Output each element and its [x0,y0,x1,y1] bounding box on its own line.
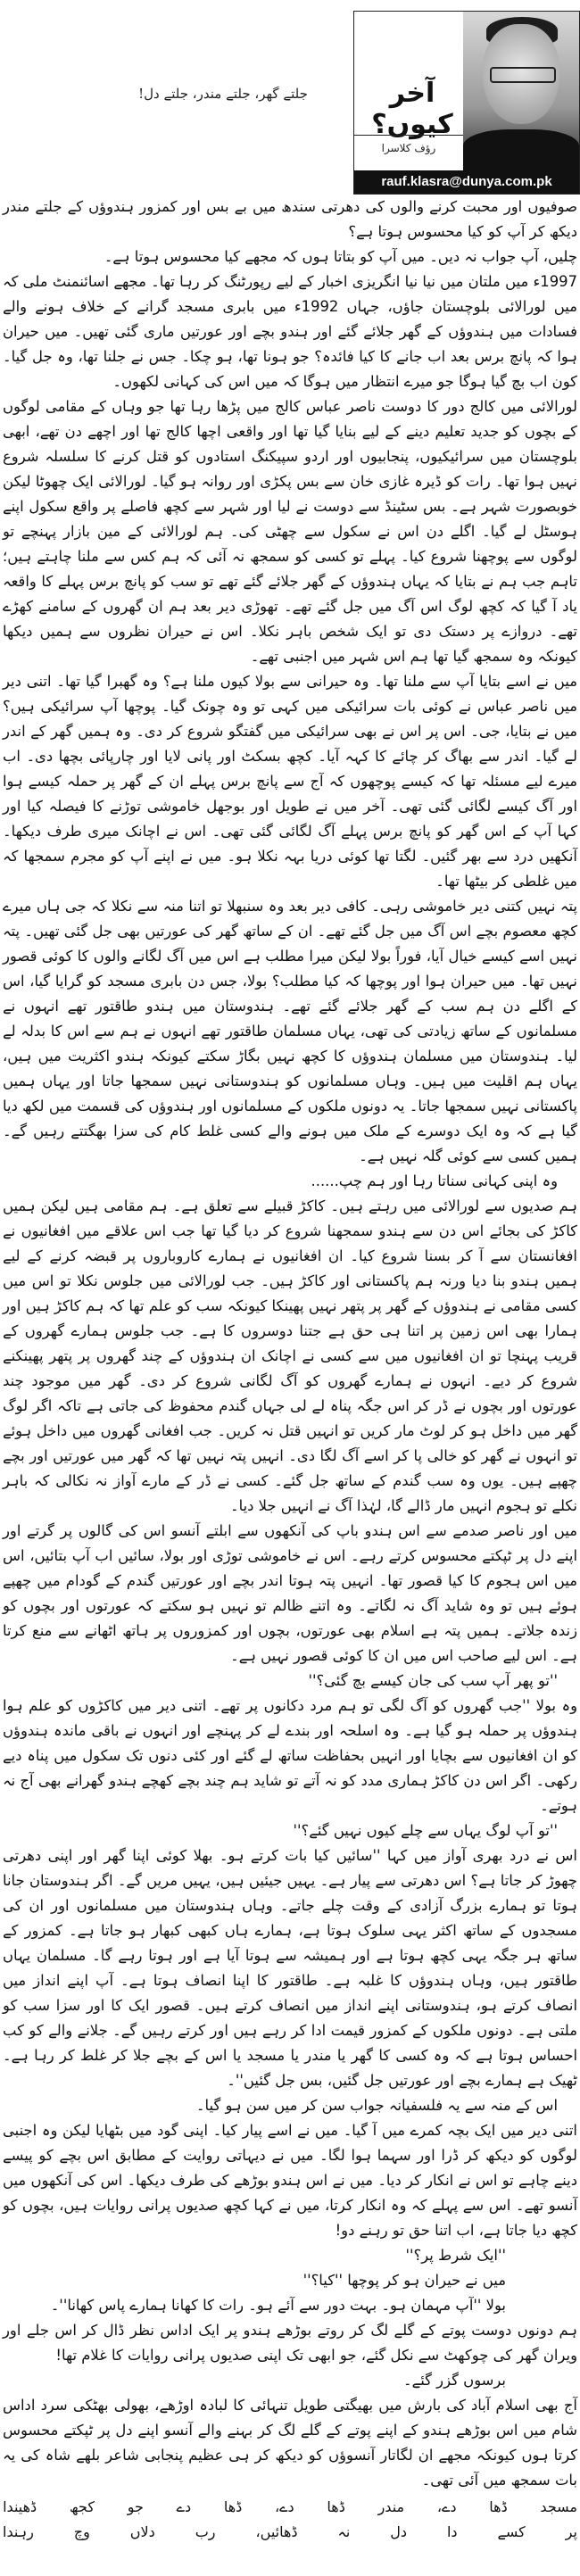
paragraph: ہم دونوں دوست پوتے کے گلے لگ کر روتے بوڑھے ہندو پر ایک اداس نظر ڈال کر اس جلے اور ویران گھر کی چوکھٹ سے نکل گئے، جو ابھی تک اپنی صدیوں پرانی روایات کا غلام تھا! [3,2322,577,2364]
paragraph: برسوں گزر گئے۔ [403,2372,506,2389]
poem-word: ڈھیندا [3,2498,37,2515]
poem-word: دے، [436,2498,457,2515]
author-name: رؤف کلاسرا [381,142,436,154]
dialogue-line: ''ایک شرط پر؟'' [405,2247,506,2264]
poem-word: جو [127,2498,144,2515]
column-header [0,0,580,195]
poem-word: دلاں [129,2523,155,2540]
dialogue-line: میں نے حیران ہو کر پوچھا ''کیا؟'' [302,2272,506,2289]
article-title: جلتے گھر، جلتے مندر، جلتے دل! [138,86,308,102]
poem-word: ڈھائیں، [255,2523,298,2540]
poem-word: کسے [497,2523,526,2540]
author-email: rauf.klasra@dunya.com.pk [354,170,579,194]
poem-word: دے، [275,2498,294,2515]
dialogue-line: ''تو پھر آپ سب کی جان کیسے بچ گئی؟'' [308,1672,558,1689]
article-body [0,195,580,2493]
poem-line [3,2495,577,2520]
poem [0,2493,580,2545]
poem-word: مندر [377,2498,405,2515]
paragraph: وہ بولا ''جب گھروں کو آگ لگی تو ہم مرد دکانوں پر تھے۔ اتنی دیر میں کاکڑوں کو علم ہوا ہندوؤں پر حملہ ہو گیا ہے۔ وہ اسلحہ اور بندے لے کر پہنچے اور انہوں نے باقی ماندہ ہندوؤں کو ان افغانیوں سے بچایا اور انہیں بحفاظت ساتھ لے گئے اور کئی دنوں تک سکول میں پناہ دیے رکھی۔ اگر اس دن کاکڑ ہماری مدد کو نہ آتے تو شاید ہم چند بچے کھچے ہندو گھرانے بھی آج نہ ہوتے۔ [3,1697,577,1814]
paragraph: پتہ نہیں کتنی دیر خاموشی رہی۔ کافی دیر بعد وہ سنبھلا تو اتنا منہ سے نکلا کہ جی ہاں میرے کچھ معصوم بچے اس آگ میں جل گئے تھے۔ ان کے ساتھ گھر کی عورتیں بھی جل گئی تھیں۔ پتہ نہیں اسے کیسے خیال آیا، فوراً بولا لیکن میرا مطلب ہے اس میں آگ لگانے والوں کا کوئی قصور نہیں تھا۔ میں حیران ہوا اور پوچھا کہ کیا مطلب؟ بولا، جس دن بابری مسجد کو گرایا گیا، اس کے اگلے دن ہم سب کے گھر جلائے گئے تھے۔ ہندوستان میں ہندو طاقتور تھے انہوں نے مسلمانوں کے ساتھ زیادتی کی تھی، یہاں مسلمان طاقتور تھے انہوں نے ہم سے اس کا بدلہ لے لیا۔ ہندوستان میں مسلمان ہندوؤں کا کچھ نہیں بگاڑ سکتے کیونکہ ہندو اکثریت میں ہیں، یہاں ہم اقلیت میں ہیں۔ وہاں مسلمانوں کو ہندوستانی نہیں سمجھا جاتا اور یہاں ہمیں پاکستانی نہیں سمجھا جاتا۔ یہ دونوں ملکوں کے مسلمانوں اور ہندوؤں کی قسمت میں لکھ دیا گیا ہے کہ وہ ایک دوسرے کے ملک میں ہونے والے کسی غلط کام کی سزا بھگتتے رہیں گے۔ ہمیں کسی سے کوئی گلہ نہیں ہے۔ [3,898,577,1164]
paragraph: وہ اپنی کہانی سناتا رہا اور ہم چپ...... [311,1172,558,1189]
paragraph: آج بھی اسلام آباد کی بارش میں بھیگتی طویل تنہائی کا لبادہ اوڑھے، بھولی بھٹکی سرد اداس شام میں اس بوڑھے ہندو کے اپنے پوتے کے گلے لگ کر بہنے والے آنسو اپنے دل پر ٹپکتے محسوس کرتا ہوں کیونکہ مجھے ان لگاتار آنسوؤں کو دیکھ کر ہی عظیم پنجابی شاعر بلھے شاہ کی یہ بات سمجھ میں آئی تھی۔ [3,2397,577,2489]
poem-word: ڈھا [327,2498,345,2515]
poem-word: دل [390,2523,408,2540]
paragraph: میں نے اسے بتایا آپ سے ملنا تھا۔ وہ حیرانی سے بولا کیوں ملنا ہے؟ وہ گھبرا گیا تھا۔ اتنی دیر میں ناصر عباس نے کوئی بات سرائیکی میں کہی تو وہ چونک گیا۔ پوچھا آپ سرائیکی ہیں؟ میں نے بتایا، جی۔ اس پر اس نے بھی سرائیکی میں گفتگو شروع کر دی۔ وہ ہمیں گھر کے اندر لے گیا۔ اندر سے بھاگ کر چائے کا کہہ آیا۔ کچھ بسکٹ اور پانی لایا اور چارپائی بچھا دی۔ اب میرے لیے مسئلہ تھا کہ کیسے پوچھوں کہ آج سے پانچ برس پہلے ان کے گھر پر حملہ کیسے ہوا اور آگ کیسے لگائی گئی تھی۔ آخر میں نے طویل اور بوجھل خاموشی توڑنے کا فیصلہ کیا اور کہا آپ کے اس گھر کو پانچ برس پہلے آگ لگائی گئی تھی۔ اس نے اچانک میری طرف دیکھا۔ آنکھیں درد سے بھر گئیں۔ لگتا تھا کوئی دریا بہہ نکلا ہو۔ میں نے اپنے آپ کو مجرم سمجھا کہ میں غلطی کر بیٹھا تھا۔ [3,673,577,890]
poem-word: ڈھا [223,2498,243,2515]
poem-word: وچ [73,2523,90,2540]
columnist-logo [353,11,580,195]
paragraph: اس نے درد بھری آواز میں کہا ''سائیں کیا بات کرتے ہو۔ بھلا کوئی اپنا گھر اور اپنی دھرتی چھوڑ کر جاتا ہے؟ اس دھرتی سے پیار ہے۔ یہیں جیئیں ہیں، یہیں مریں گے۔ اگر ہندوستان جانا ہوتا تو ہمارے بزرگ آزادی کے وقت چلے جاتے۔ وہاں ہندوستان میں مسلمانوں اور ان کی مسجدوں کے ساتھ اکثر یہی سلوک ہوتا ہے، ہمارے ہاں کبھی کبھار ہو جاتا ہے۔ کمزور کے ساتھ ہر جگہ یہی کچھ ہوتا ہے اور ہمیشہ سے ہوتا آیا ہے اور ہوتا رہے گا۔ مسلمان یہاں طاقتور ہیں، وہاں ہندوؤں کا غلبہ ہے۔ طاقتور کا اپنا انصاف ہوتا ہے۔ آپ اپنے انداز میں انصاف کرتے ہو، ہندوستانی اپنے انداز میں انصاف کرتے ہیں۔ قصور ایک کا اور سزا سب کو ملتی ہے۔ دونوں ملکوں کے کمزور قیمت ادا کر رہے ہیں اور کرتے رہیں گے۔ جلانے والے کو کب احساس ہوتا ہے کہ وہ کسی کا گھر یا مندر یا مسجد یا اس کے بچے جلا کر غلط کر رہا ہے۔ ٹھیک ہے ہمارے بچے اور عورتیں جل گئیں، بس جل گئیں''۔ [3,1847,577,2089]
paragraph: ہم صدیوں سے لورالائی میں رہتے ہیں۔ کاکڑ قبیلے سے تعلق ہے۔ ہم مقامی ہیں لیکن ہمیں کاکڑ کی بجائے اس دن سے ہندو سمجھنا شروع کر دیا گیا تھا جب اس علاقے میں افغانیوں نے افغانستان سے آ کر بسنا شروع کیا۔ ان افغانیوں نے ہمارے کاروباروں پر قبضہ کرنے کے لیے ہمیں ہندو بنا دیا ورنہ ہم پاکستانی اور کاکڑ ہیں۔ جب لورالائی میں جلوس نکلا تو اس میں کسی مقامی نے ہندوؤں کے گھر پر پتھر نہیں پھینکا کیونکہ سب کو علم تھا کہ ہم کاکڑ ہیں اور ہمارا بھی اس زمین پر اتنا ہی حق ہے جتنا دوسروں کا ہے۔ جب جلوس ہمارے گھروں کے قریب پہنچا تو ان افغانیوں میں سے کسی نے اچانک ان ہندوؤں کے چند گھروں پر پتھر پھینکنے شروع کر دیے۔ انہوں نے ہمارے گھروں کو آگ لگانی شروع کر دی۔ گھر میں موجود چند عورتوں اور بچوں نے ڈر کر اس جگہ پناہ لے لی جہاں گندم محفوظ کی جاتی ہے تاکہ اگر لوگ گھر میں داخل ہو کر لوٹ مار کریں تو انہیں قتل نہ کریں۔ جب افغانی گھروں میں داخل ہوئے تو انہوں نے گھر کو خالی پا کر اسے آگ لگا دی۔ انہیں پتہ نہیں تھا کہ گھر میں عورتیں اور بچے چھپے ہیں۔ یوں وہ سب گندم کے ساتھ جل گئے۔ کسی نے ڈر کے مارے آواز نہ نکالی کہ باہر نکلے تو ہجوم انہیں مار ڈالے گا، لہٰذا آگ نے انہیں جلا دیا۔ [3,1197,577,1514]
column-name: آخر کیوں؟ [371,78,453,140]
poem-word: دا [446,2523,458,2540]
poem-word: رب [195,2523,216,2540]
paragraph: اس کے منہ سے یہ فلسفیانہ جواب سن کر میں سن ہو گیا۔ [195,2097,558,2114]
poem-word: کجھ [69,2498,95,2515]
poem-word: پر [565,2523,577,2540]
divider [354,135,463,136]
author-photo [463,12,579,170]
paragraph: لورالائی میں کالج دور کا دوست ناصر عباس کالج میں پڑھا رہا تھا جو وہاں کے مقامی لوگوں کے بچوں کو جدید تعلیم دینے کے لیے بنایا گیا تھا اور واقعی اچھا کالج تھا اور اچھے دن تھے، ابھی بلوچستان میں سرائیکیوں، پنجابیوں اور اردو سپیکنگ استادوں کو قتل کرنے کا سلسلہ شروع نہیں ہوا تھا۔ رات کو ڈیرہ غازی خان سے بس پکڑی اور روانہ ہو گیا۔ لورالائی ایک چھوٹا لیکن خوبصورت شہر ہے۔ بس سٹینڈ سے دوست نے لیا اور شہر سے کچھ فاصلے پر واقع سکول اپنے ہوسٹل لے گیا۔ اگلے دن اس نے سکول سے چھٹی کی۔ ہم لورالائی کے مین بازار پہنچے تو لوگوں سے پوچھنا شروع کیا۔ پہلے تو کسی کو سمجھ نہ آئی کہ ہم کس سے ملنا چاہتے ہیں؛ تاہم جب ہم نے بتایا کہ یہاں ہندوؤں کے گھر جلائے گئے تھے تو سب کو پانچ برس پہلے کا واقعہ یاد آ گیا کہ کچھ لوگ اس آگ میں جل گئے تھے۔ تھوڑی دیر بعد ہم ان گھروں کے سامنے کھڑے تھے۔ دروازے پر دستک دی تو ایک شخص باہر نکلا۔ اس نے حیران نظروں سے ہمیں دیکھا کیونکہ وہ سمجھ گیا تھا ہم اس شہر میں اجنبی تھے۔ [3,398,577,665]
poem-word: مسجد [540,2498,577,2515]
paragraph: 1997ء میں ملتان میں نیا نیا انگریزی اخبار کے لیے رپورٹنگ کر رہا تھا۔ مجھے اسائنمنٹ ملی کہ میں لورالائی بلوچستان جاؤں، جہاں 1992ء میں بابری مسجد گرانے کے خلاف ہونے والے فسادات میں ہندوؤں کے گھر جلائے گئے اور ہندو بچے اور عورتیں ماری گئی تھیں۔ میں حیران ہوا کہ پانچ برس بعد اب جانے کا کیا فائدہ؟ جو ہونا تھا، ہو چکا۔ جس نے جلنا تھا، وہ جل گیا۔ کون اب بچ گیا ہوگا جو میرے انتظار میں ہوگا کہ میں اس کی کہانی لکھوں۔ [3,273,577,390]
poem-line [3,2520,577,2545]
paragraph: چلیں، آپ جواب نہ دیں۔ میں آپ کو بتاتا ہوں کہ مجھے کیا محسوس ہوتا ہے۔ [104,248,577,265]
paragraph: صوفیوں اور محبت کرنے والوں کی دھرتی سندھ میں بے بس اور کمزور ہندوؤں کے جلتے مندر دیکھ کر آپ کو کیا محسوس ہوتا ہے؟ [3,198,577,240]
poem-word: دے [176,2498,192,2515]
dialogue-line: ''تو آپ لوگ یہاں سے چلے کیوں نہیں گئے؟'' [293,1822,558,1839]
poem-word: رہندا [3,2523,34,2540]
paragraph: میں اور ناصر صدمے سے اس ہندو باپ کی آنکھوں سے ابلتے آنسو اس کی گالوں پر گرتے اور اپنے دل پر ٹپکتے محسوس کرتے رہے۔ اس نے خاموشی توڑی اور بولا، سائیں اب آپ بتائیں، اس میں اس ہجوم کا کیا قصور تھا۔ انہیں پتہ ہوتا اندر بچے اور عورتیں گندم کے گودام میں چھپے ہوئے ہیں تو وہ شاید آگ نہ لگاتے۔ وہ اتنے ظالم تو نہیں ہو سکتے کہ عورتوں اور بچوں کو زندہ جلاتے۔ ہمیں پتہ ہے اسلام بھی عورتوں، بچوں اور کمزوروں پر ہاتھ اٹھانے سے منع کرتا ہے۔ اس لیے صاحب اس میں ان کا کوئی قصور نہیں ہے۔ [3,1522,577,1664]
dialogue-line: بولا ''آپ مہمان ہو۔ بہت دور سے آئے ہو۔ رات کا کھانا ہمارے پاس کھانا''۔ [50,2297,506,2314]
poem-word: نہ [337,2523,351,2540]
poem-word: ڈھا [489,2498,508,2515]
paragraph: اتنی دیر میں ایک بچہ کمرے میں آ گیا۔ میں نے اسے پیار کیا۔ اپنی گود میں بٹھایا لیکن وہ اجنبی لوگوں کو دیکھ کر ڈرا اور سہما ہوا لگا۔ میں نے دیہاتی روایت کے مطابق اس بچے کو پیسے دینے چاہے تو اس نے انکار کر دیا۔ میں نے اس ہندو بوڑھے کی طرف دیکھا۔ اس کی آنکھوں میں آنسو تھے۔ اس سے پہلے کہ وہ انکار کرتا، میں نے کہا کچھ صدیوں پرانی روایات ہیں، بچوں کو کچھ دیا جاتا ہے، اب اتنا حق تو رہنے دو! [3,2122,577,2239]
